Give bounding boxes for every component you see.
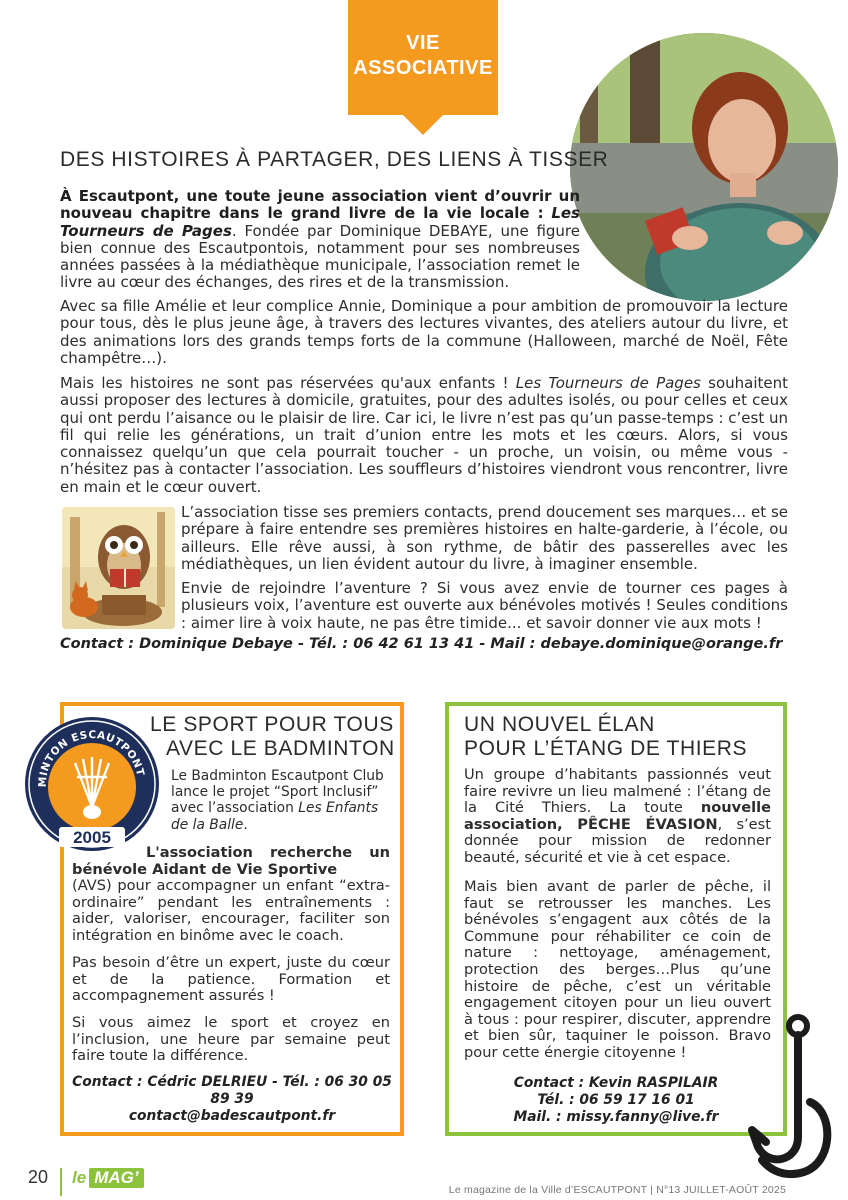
etang-contact-phone: Tél. : 06 59 17 16 01	[537, 1092, 695, 1108]
etang-para1	[464, 767, 771, 867]
badminton-intro	[171, 768, 389, 833]
badminton-title-line2: AVEC LE BADMINTON	[166, 737, 395, 760]
etang-para1-start: Un groupe d’habitants passionnés veut faire revivre un lieu malmené : l’étang de la Cité Thiers. La toute	[464, 766, 771, 817]
section-tab	[348, 0, 498, 115]
fishing-hook-icon	[748, 1012, 836, 1180]
badminton-intro-text: Le Badminton Escautpont Club lance le projet “Sport Inclusif” avec l’association	[171, 768, 384, 817]
portrait-photo	[570, 33, 838, 301]
badminton-partner-name: Les Enfants de la Balle	[171, 800, 379, 833]
badminton-call-to-volunteer: L'association recherche un bénévole Aidant de Vie Sportive	[72, 844, 390, 878]
etang-association-name: nouvelle association, PÊCHE ÉVASION	[464, 799, 771, 833]
badminton-para2: Pas besoin d’être un expert, juste du cœur et de la patience. Formation et accompagnement assurés !	[72, 954, 390, 1005]
paragraph-home-reading	[60, 375, 788, 496]
paragraph-first-contacts: L’association tisse ses premiers contacts, prend doucement ses marques… et se prépare à faire entendre ses premières histoires en halte-garderie, à l’école, ou ailleurs. Elle rêve aussi, à son rythme, de bâtir des passerelles avec les médiathèques, un lien évident autour du livre, à imaginer ensemble.	[181, 503, 788, 573]
etang-para1-rest: , s’est donnée pour mission de redonner beauté, sécurité et vie à cet espace.	[464, 815, 771, 866]
footer-issue-info: Le magazine de la Ville d’ESCAUTPONT | N°13 JUILLET-AOÛT 2025	[448, 1184, 786, 1196]
etang-title-line2: POUR L’ÉTANG DE THIERS	[464, 737, 748, 760]
badminton-para3: Si vous aimez le sport et croyez en l’inclusion, une heure par semaine peut faire toute la différence.	[72, 1014, 390, 1065]
etang-contact-name: Contact : Kevin RASPILAIR	[513, 1075, 719, 1091]
para3-association-name: Les Tourneurs de Pages	[515, 374, 701, 392]
intro-association-name: Les Tourneurs de Pages	[60, 204, 580, 240]
etang-para2: Mais bien avant de parler de pêche, il faut se retrousser les manches. Les bénévoles s’engagent aux côtés de la Commune pour réhabiliter ce coin de nature : nettoyage, aménagement, protection des berges…Plus qu’une histoire de pêche, c’est un véritable engagement citoyen pour un lieu ouvert à tous : pour respirer, discuter, apprendre et bien sûr, taquiner le poisson. Bravo pour cette énergie citoyenne !	[464, 878, 771, 1061]
etang-title-line1: UN NOUVEL ÉLAN	[464, 713, 655, 736]
section-tab-line1: VIE	[406, 32, 440, 54]
badminton-contact-email: contact@badescautpont.fr	[128, 1108, 336, 1124]
badminton-para1-rest: (AVS) pour accompagner un enfant “extra-ordinaire” pendant les entraînements : aider, valoriser, encourager, faciliter son intégration en binôme avec le coach.	[72, 877, 390, 944]
para3-rest: souhaitent aussi proposer des lectures à domicile, gratuites, pour des adultes isolés, ou pour celles et ceux qui ont perdu l’aisance ou le plaisir de lire. Car ici, le livre n’est pas qu’un passe-temps : c’est un fil qui relie les générations, un trait d’union entre les mots et les cœurs. Alors, si vous connaissez quelqu’un que cela pourrait toucher - un proche, un voisin, ou même vous - n’hésitez pas à contacter l’association. Les souffleurs d’histoires viendront vous rencontrer, livre en main et le cœur ouvert.	[60, 374, 788, 496]
badminton-club-badge	[23, 715, 161, 853]
page-number: 20	[28, 1167, 49, 1187]
badminton-intro-end: .	[243, 816, 248, 833]
paragraph-ambition: Avec sa fille Amélie et leur complice Annie, Dominique a pour ambition de promouvoir la lecture pour tous, dès le plus jeune âge, à travers des lectures vivantes, des ateliers autour du livre, et des animations lors des grands temps forts de la commune (Halloween, marché de Noël, Fête champêtre…).	[60, 297, 788, 367]
article-title: DES HISTOIRES À PARTAGER, DES LIENS À TISSER	[60, 148, 609, 171]
owl-reading-illustration	[62, 507, 175, 629]
section-tab-arrow	[403, 115, 443, 135]
paragraph-join: Envie de rejoindre l’aventure ? Si vous avez envie de tourner ces pages à plusieurs voix, l’aventure est ouverte aux bénévoles motivés ! Seules conditions : aimer lire à voix haute, ne pas être timide... et savoir donner vie aux mots !	[181, 579, 788, 632]
etang-contact-email: Mail. : missy.fanny@live.fr	[513, 1109, 719, 1125]
intro-rest: . Fondée par Dominique DEBAYE, une figure bien connue des Escautpontois, notamment pour ses nombreuses années passées à la médiathèque municipale, l’association remet le livre au cœur des échanges, des rires et de la transmission.	[60, 221, 580, 292]
magazine-logo	[72, 1168, 144, 1188]
section-tab-line2: ASSOCIATIVE	[353, 57, 493, 79]
badge-club-name: MINTON ESCAUTPONT	[36, 728, 147, 788]
intro-lead: À Escautpont, une toute jeune association vient d’ouvrir un nouveau chapitre dans le grand livre de la vie locale :	[60, 187, 580, 223]
badminton-title-line1: LE SPORT POUR TOUS	[150, 713, 394, 736]
badge-year: 2005	[73, 828, 111, 847]
para3-start: Mais les histoires ne sont pas réservées qu'aux enfants !	[60, 374, 516, 392]
main-contact: Contact : Dominique Debaye - Tél. : 06 42 61 13 41 - Mail : debaye.dominique@orange.fr	[60, 636, 783, 652]
badminton-contact-phone: Contact : Cédric DELRIEU - Tél. : 06 30 05 89 39	[72, 1074, 392, 1107]
intro-paragraph	[60, 188, 580, 292]
etang-contact	[449, 1075, 783, 1126]
footer-divider	[60, 1168, 62, 1196]
badminton-contact	[64, 1074, 400, 1125]
badminton-para1	[72, 845, 390, 945]
logo-le: le	[72, 1168, 87, 1187]
logo-mag: MAG’	[89, 1168, 143, 1188]
